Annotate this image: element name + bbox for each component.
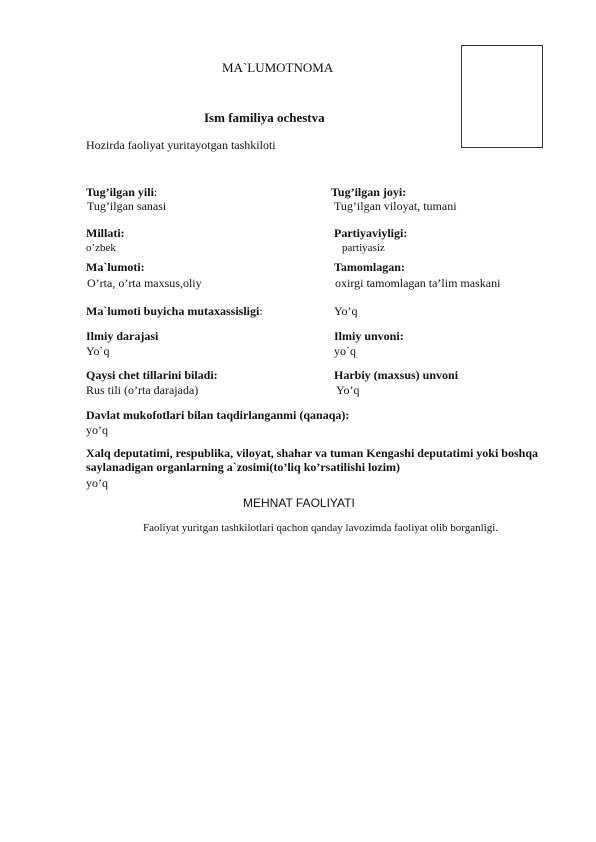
specialty-colon: : bbox=[259, 304, 263, 318]
deputy-label: Xalq deputatimi, respublika, viloyat, shahar va tuman Kengashi deputatimi yoki boshqa saylanadigan organlarning a`zosimi(to’liq ko’rsatilishi lozim) bbox=[86, 446, 538, 474]
work-section-subtitle: Faoliyat yuritgan tashkilotlari qachon qanday lavozimda faoliyat olib borganligi. bbox=[143, 522, 499, 534]
party-label: Partiyaviyligi: bbox=[334, 226, 408, 240]
birth-place-label: Tug’ilgan joyi: bbox=[331, 185, 407, 199]
education-label: Ma`lumoti: bbox=[86, 260, 145, 274]
degree-label: Ilmiy darajasi bbox=[86, 329, 159, 343]
birth-year-value: Tug’ilgan sanasi bbox=[87, 199, 167, 213]
graduated-label: Tamomlagan: bbox=[334, 260, 405, 274]
deputy-value: yo’q bbox=[86, 476, 108, 490]
nationality-value: o’zbek bbox=[86, 242, 116, 254]
photo-placeholder bbox=[461, 45, 543, 148]
military-rank-label: Harbiy (maxsus) unvoni bbox=[334, 368, 459, 382]
awards-value: yo’q bbox=[86, 423, 108, 437]
languages-value: Rus tili (o’rta darajada) bbox=[86, 383, 199, 397]
birth-year-label-line bbox=[86, 185, 157, 199]
work-section-heading: MEHNAT FAOLIYATI bbox=[243, 496, 355, 510]
academic-title-label: Ilmiy unvoni: bbox=[334, 329, 404, 343]
specialty-label-line bbox=[86, 304, 263, 318]
education-value: O’rta, o’rta maxsus,oliy bbox=[87, 276, 202, 290]
academic-title-value: yo`q bbox=[334, 344, 356, 358]
awards-label: Davlat mukofotlari bilan taqdirlanganmi (qanaqa): bbox=[86, 408, 350, 422]
languages-label: Qaysi chet tillarini biladi: bbox=[86, 368, 218, 382]
document-title: MA`LUMOTNOMA bbox=[222, 60, 334, 75]
graduated-value: oxirgi tamomlagan ta’lim maskani bbox=[335, 276, 501, 290]
workplace-text: Hozirda faoliyat yuritayotgan tashkiloti bbox=[86, 138, 276, 152]
military-rank-value: Yo’q bbox=[336, 383, 360, 397]
specialty-label: Ma`lumoti buyicha mutaxassisligi bbox=[86, 304, 260, 318]
birth-year-label: Tug’ilgan yili bbox=[86, 185, 154, 199]
person-name: Ism familiya ochestva bbox=[204, 110, 325, 125]
birth-year-colon: : bbox=[153, 185, 158, 199]
specialty-value: Yo’q bbox=[334, 304, 358, 318]
nationality-label: Millati: bbox=[86, 226, 125, 240]
degree-value: Yo`q bbox=[86, 344, 110, 358]
birth-place-value: Tug’ilgan viloyat, tumani bbox=[334, 199, 457, 213]
party-value: partiyasiz bbox=[342, 242, 385, 254]
